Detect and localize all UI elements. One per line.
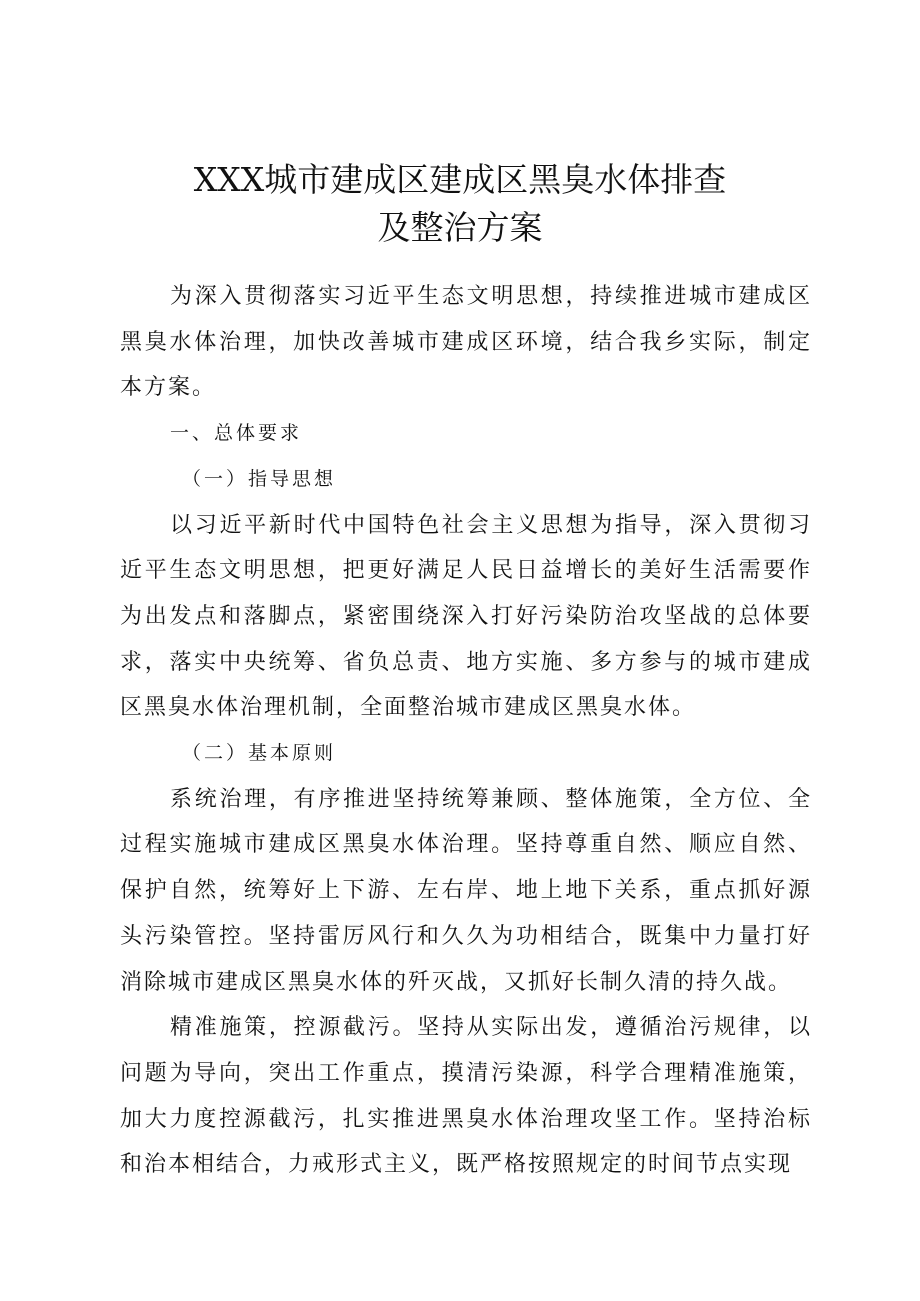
title-line-1: XXX城市建成区建成区黑臭水体排查 bbox=[193, 160, 727, 199]
section-heading-general-requirements: 一、总体要求 bbox=[170, 422, 303, 445]
subsection-heading-basic-principles: （二）基本原则 bbox=[182, 742, 337, 765]
document-body bbox=[120, 274, 812, 1188]
guiding-ideology-paragraph: 以习近平新时代中国特色社会主义思想为指导，深入贯彻习近平生态文明思想，把更好满足人民日益增长的美好生活需要作为出发点和落脚点，紧密围绕深入打好污染防治攻坚战的总体要求，落实中央统筹、省负总责、地方实施、多方参与的城市建成区黑臭水体治理机制，全面整治城市建成区黑臭水体。 bbox=[120, 512, 812, 721]
title-line-2: 及整治方案 bbox=[377, 208, 543, 247]
intro-paragraph: 为深入贯彻落实习近平生态文明思想，持续推进城市建成区黑臭水体治理，加快改善城市建成区环境，结合我乡实际，制定本方案。 bbox=[120, 284, 812, 401]
document-title bbox=[110, 156, 810, 252]
principle-paragraph-precise-policy: 精准施策，控源截污。坚持从实际出发，遵循治污规律，以问题为导向，突出工作重点，摸清污染源，科学合理精准施策，加大力度控源截污，扎实推进黑臭水体治理攻坚工作。坚持治标和治本相结合，力戒形式主义，既严格按照规定的时间节点实现 bbox=[120, 1015, 812, 1178]
subsection-heading-guiding-ideology: （一）指导思想 bbox=[182, 467, 337, 490]
principle-paragraph-systematic-governance: 系统治理，有序推进坚持统筹兼顾、整体施策，全方位、全过程实施城市建成区黑臭水体治理。坚持尊重自然、顺应自然、保护自然，统筹好上下游、左右岸、地上地下关系，重点抓好源头污染管控。坚持雷厉风行和久久为功相结合，既集中力量打好消除城市建成区黑臭水体的歼灭战，又抓好长制久清的持久战。 bbox=[120, 786, 812, 995]
